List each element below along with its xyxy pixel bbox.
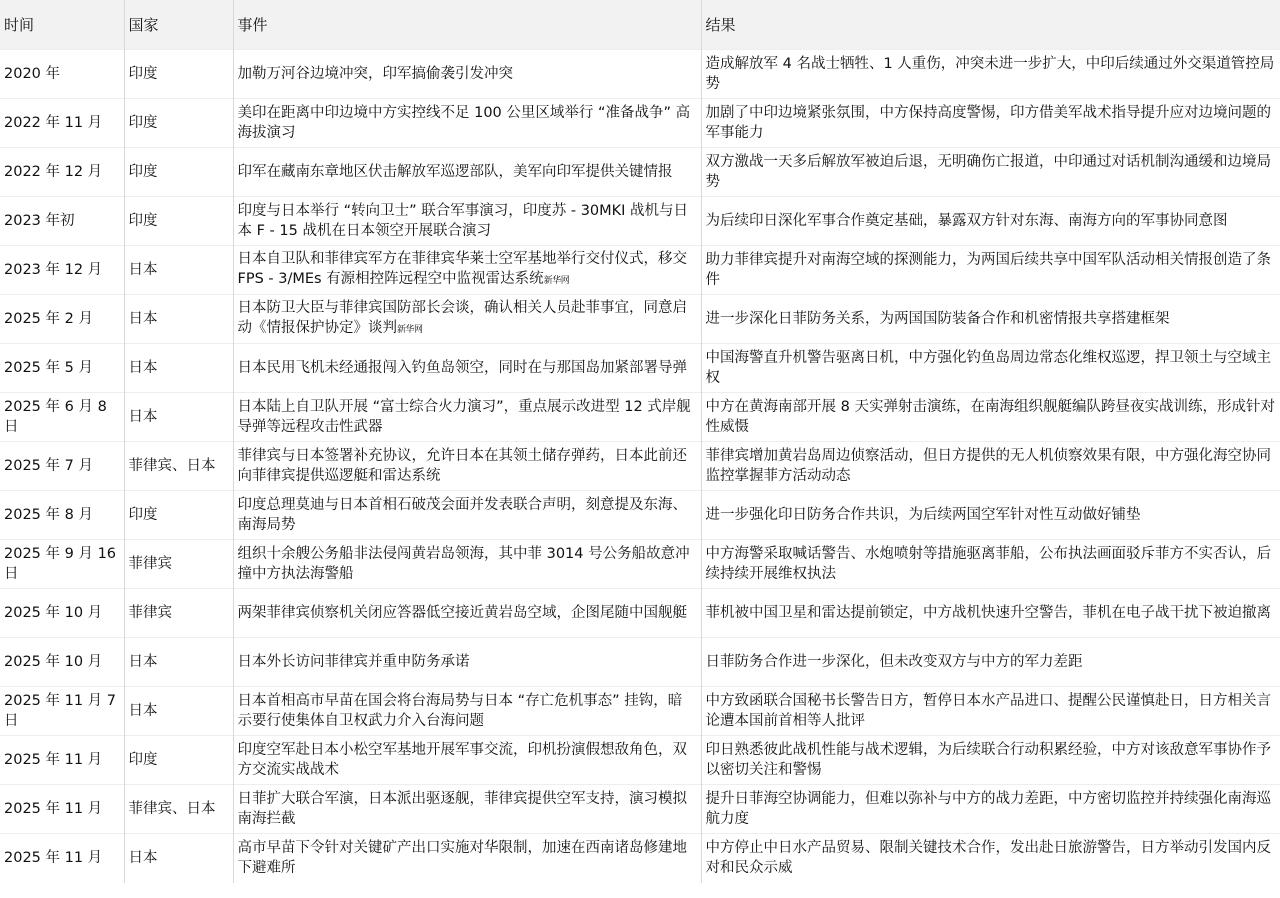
cell-event — [233, 393, 701, 442]
cell-country-text: 印度 — [128, 213, 158, 229]
cell-time — [0, 246, 124, 295]
cell-country-text: 日本 — [128, 409, 158, 425]
cell-event — [233, 785, 701, 834]
cell-time — [0, 99, 124, 148]
header-event: 事件 — [233, 0, 701, 50]
cell-result-text: 日菲防务合作进一步深化，但未改变双方与中方的军力差距 — [705, 654, 1083, 670]
table-row — [0, 589, 1280, 638]
cell-result — [701, 687, 1280, 736]
cell-event-text: 日本外长访问菲律宾并重申防务承诺 — [237, 654, 470, 670]
header-row — [0, 0, 1280, 50]
table-row — [0, 540, 1280, 589]
cell-time — [0, 540, 124, 589]
cell-time-text: 2025 年 7 月 — [4, 458, 93, 474]
cell-result-text: 中方海警采取喊话警告、水炮喷射等措施驱离菲船，公布执法画面驳斥菲方不实否认，后续持续开展维权执法 — [705, 546, 1271, 582]
table-row — [0, 834, 1280, 883]
table-row — [0, 50, 1280, 99]
cell-country-text: 日本 — [128, 850, 158, 867]
cell-event — [233, 197, 701, 246]
cell-time — [0, 148, 124, 197]
cell-event-text: 高市早苗下令针对关键矿产出口实施对华限制，加速在西南诸岛修建地下避难所 — [237, 840, 687, 877]
cell-result — [701, 442, 1280, 491]
cell-country-text: 菲律宾 — [128, 556, 172, 572]
cell-country — [124, 736, 233, 785]
cell-country-text: 菲律宾 — [128, 605, 172, 621]
cell-country-text: 日本 — [128, 311, 158, 327]
cell-event — [233, 295, 701, 344]
cell-time-text: 2025 年 10 月 — [4, 654, 103, 670]
cell-country — [124, 785, 233, 834]
header-result: 结果 — [701, 0, 1280, 50]
cell-country-text: 印度 — [128, 66, 158, 82]
cell-country — [124, 295, 233, 344]
table-row — [0, 442, 1280, 491]
cell-time — [0, 687, 124, 736]
cell-time-text: 2022 年 11 月 — [4, 115, 103, 131]
cell-result-text: 中方在黄海南部开展 8 天实弹射击演练，在南海组织舰艇编队跨昼夜实战训练，形成针对性威慑 — [705, 399, 1275, 435]
cell-country — [124, 197, 233, 246]
table-row — [0, 785, 1280, 834]
cell-country — [124, 344, 233, 393]
cell-event-text: 美印在距离中印边境中方实控线不足 100 公里区域举行 “准备战争” 高海拔演习 — [237, 105, 691, 141]
cell-event-text: 两架菲律宾侦察机关闭应答器低空接近黄岩岛空域，企图尾随中国舰艇 — [237, 605, 687, 621]
cell-event-text: 印军在藏南东章地区伏击解放军巡逻部队，美军向印军提供关键情报 — [237, 164, 673, 180]
cell-time-text: 2025 年 9 月 16 日 — [4, 546, 117, 582]
source-tag: 新华网 — [543, 276, 570, 286]
cell-event — [233, 491, 701, 540]
cell-result — [701, 785, 1280, 834]
cell-result — [701, 344, 1280, 393]
table-row — [0, 687, 1280, 736]
cell-country — [124, 99, 233, 148]
cell-event — [233, 246, 701, 295]
cell-time — [0, 393, 124, 442]
cell-result — [701, 736, 1280, 785]
cell-time — [0, 834, 124, 883]
cell-time — [0, 638, 124, 687]
cell-result — [701, 148, 1280, 197]
cell-time — [0, 344, 124, 393]
cell-event — [233, 148, 701, 197]
header-country: 国家 — [124, 0, 233, 50]
cell-time — [0, 50, 124, 99]
table-body — [0, 50, 1280, 883]
cell-result — [701, 638, 1280, 687]
cell-country-text: 日本 — [128, 703, 158, 719]
cell-country-text: 印度 — [128, 507, 158, 523]
table-row — [0, 148, 1280, 197]
cell-country — [124, 148, 233, 197]
cell-result — [701, 393, 1280, 442]
cell-time-text: 2025 年 11 月 — [4, 752, 103, 768]
cell-event-text: 日本首相高市早苗在国会将台海局势与日本 “存亡危机事态” 挂钩，暗示要行使集体自卫权武力介入台海问题 — [237, 693, 683, 729]
cell-country — [124, 442, 233, 491]
cell-country-text: 印度 — [128, 115, 158, 131]
cell-event — [233, 442, 701, 491]
cell-result-text: 中方致函联合国秘书长警告日方，暂停日本水产品进口、提醒公民谨慎赴日，日方相关言论遭本国前首相等人批评 — [705, 693, 1271, 729]
cell-result-text: 进一步深化日菲防务关系，为两国国防装备合作和机密情报共享搭建框架 — [705, 311, 1170, 327]
cell-event-text: 日本防卫大臣与菲律宾国防部长会谈，确认相关人员赴菲事宜，同意启动《情报保护协定》谈判 — [237, 300, 687, 336]
cell-country-text: 印度 — [128, 752, 158, 768]
table-row — [0, 246, 1280, 295]
cell-result-text: 菲律宾增加黄岩岛周边侦察活动，但日方提供的无人机侦察效果有限，中方强化海空协同监控掌握菲方活动动态 — [705, 448, 1271, 484]
cell-event-text: 加勒万河谷边境冲突，印军搞偷袭引发冲突 — [237, 66, 513, 82]
cell-time — [0, 197, 124, 246]
cell-country-text: 日本 — [128, 654, 158, 670]
cell-country — [124, 687, 233, 736]
cell-country-text: 日本 — [128, 360, 158, 376]
table-row — [0, 99, 1280, 148]
cell-result — [701, 295, 1280, 344]
cell-result — [701, 834, 1280, 883]
cell-event-text: 日本陆上自卫队开展 “富士综合火力演习”，重点展示改进型 12 式岸舰导弹等远程攻击性武器 — [237, 399, 691, 435]
cell-time-text: 2025 年 5 月 — [4, 360, 93, 376]
table-row — [0, 393, 1280, 442]
cell-result-text: 提升日菲海空协调能力，但难以弥补与中方的战力差距，中方密切监控并持续强化南海巡航力度 — [705, 791, 1271, 827]
cell-event-text: 印度与日本举行 “转向卫士” 联合军事演习，印度苏 - 30MKI 战机与日本 F - 15 战机在日本领空开展联合演习 — [237, 203, 689, 239]
cell-result — [701, 50, 1280, 99]
cell-time-text: 2025 年 10 月 — [4, 605, 103, 621]
cell-result-text: 中方停止中日水产品贸易、限制关键技术合作，发出赴日旅游警告，日方举动引发国内反对和民众示威 — [705, 840, 1271, 877]
cell-result-text: 进一步强化印日防务合作共识，为后续两国空军针对性互动做好铺垫 — [705, 507, 1141, 523]
cell-time-text: 2025 年 2 月 — [4, 311, 93, 327]
table-row — [0, 736, 1280, 785]
cell-result-text: 加剧了中印边境紧张氛围，中方保持高度警惕，印方借美军战术指导提升应对边境问题的军事能力 — [705, 105, 1271, 141]
cell-country-text: 菲律宾、日本 — [128, 801, 216, 817]
cell-event — [233, 344, 701, 393]
cell-event — [233, 50, 701, 99]
header-time: 时间 — [0, 0, 124, 50]
cell-event-text: 组织十余艘公务船非法侵闯黄岩岛领海，其中菲 3014 号公务船故意冲撞中方执法海警船 — [237, 546, 690, 582]
cell-time — [0, 736, 124, 785]
cell-time-text: 2025 年 11 月 7 日 — [4, 693, 117, 729]
cell-event-text: 日菲扩大联合军演，日本派出驱逐舰，菲律宾提供空军支持，演习模拟南海拦截 — [237, 791, 687, 827]
cell-country — [124, 589, 233, 638]
cell-time-text: 2025 年 8 月 — [4, 507, 93, 523]
cell-time-text: 2020 年 — [4, 66, 61, 82]
cell-country — [124, 246, 233, 295]
cell-result — [701, 540, 1280, 589]
cell-event-text: 日本自卫队和菲律宾军方在菲律宾华莱士空军基地举行交付仪式，移交 FPS - 3/MEs 有源相控阵远程空中监视雷达系统 — [237, 251, 687, 287]
cell-event — [233, 540, 701, 589]
cell-time-text: 2025 年 11 月 — [4, 801, 103, 817]
cell-country-text: 菲律宾、日本 — [128, 458, 216, 474]
cell-result — [701, 246, 1280, 295]
cell-country-text: 日本 — [128, 262, 158, 278]
cell-country — [124, 50, 233, 99]
cell-time-text: 2023 年初 — [4, 213, 75, 229]
cell-time — [0, 785, 124, 834]
table-row — [0, 491, 1280, 540]
cell-result-text: 为后续印日深化军事合作奠定基础，暴露双方针对东海、南海方向的军事协同意图 — [705, 213, 1228, 229]
cell-result-text: 中国海警直升机警告驱离日机，中方强化钓鱼岛周边常态化维权巡逻，捍卫领土与空域主权 — [705, 350, 1271, 386]
cell-event — [233, 589, 701, 638]
cell-event — [233, 834, 701, 883]
cell-time-text: 2023 年 12 月 — [4, 262, 103, 278]
cell-time — [0, 442, 124, 491]
cell-result — [701, 197, 1280, 246]
table-row — [0, 638, 1280, 687]
cell-event-text: 日本民用飞机未经通报闯入钓鱼岛领空，同时在与那国岛加紧部署导弹 — [237, 360, 687, 376]
cell-country-text: 印度 — [128, 164, 158, 180]
cell-result-text: 造成解放军 4 名战士牺牲、1 人重伤，冲突未进一步扩大，中印后续通过外交渠道管控局势 — [705, 56, 1275, 92]
source-tag: 新华网 — [397, 325, 423, 335]
cell-event-text: 印度空军赴日本小松空军基地开展军事交流，印机扮演假想敌角色，双方交流实战战术 — [237, 742, 687, 778]
cell-result — [701, 491, 1280, 540]
table-row — [0, 197, 1280, 246]
cell-result-text: 助力菲律宾提升对南海空域的探测能力，为两国后续共享中国军队活动相关情报创造了条件 — [705, 252, 1271, 288]
cell-time-text: 2022 年 12 月 — [4, 164, 103, 180]
cell-event-text: 菲律宾与日本签署补充协议，允许日本在其领土储存弹药，日本此前还向菲律宾提供巡逻艇和雷达系统 — [237, 448, 687, 484]
cell-result-text: 菲机被中国卫星和雷达提前锁定，中方战机快速升空警告，菲机在电子战干扰下被迫撤离 — [705, 605, 1271, 621]
cell-country — [124, 393, 233, 442]
cell-event — [233, 687, 701, 736]
cell-country — [124, 638, 233, 687]
cell-result-text: 印日熟悉彼此战机性能与战术逻辑，为后续联合行动积累经验，中方对该敌意军事协作予以密切关注和警惕 — [705, 742, 1271, 778]
cell-time-text: 2025 年 11 月 — [4, 850, 103, 867]
cell-time — [0, 491, 124, 540]
cell-time — [0, 589, 124, 638]
cell-time — [0, 295, 124, 344]
cell-result-text: 双方激战一天多后解放军被迫后退，无明确伤亡报道，中印通过对话机制沟通缓和边境局势 — [705, 154, 1271, 190]
cell-result — [701, 589, 1280, 638]
table-row — [0, 344, 1280, 393]
cell-country — [124, 491, 233, 540]
cell-event — [233, 736, 701, 785]
cell-time-text: 2025 年 6 月 8 日 — [4, 399, 107, 435]
cell-event — [233, 99, 701, 148]
cell-event-text: 印度总理莫迪与日本首相石破茂会面并发表联合声明，刻意提及东海、南海局势 — [237, 497, 687, 533]
table-row — [0, 295, 1280, 344]
cell-country — [124, 540, 233, 589]
cell-event — [233, 638, 701, 687]
cell-country — [124, 834, 233, 883]
cell-result — [701, 99, 1280, 148]
